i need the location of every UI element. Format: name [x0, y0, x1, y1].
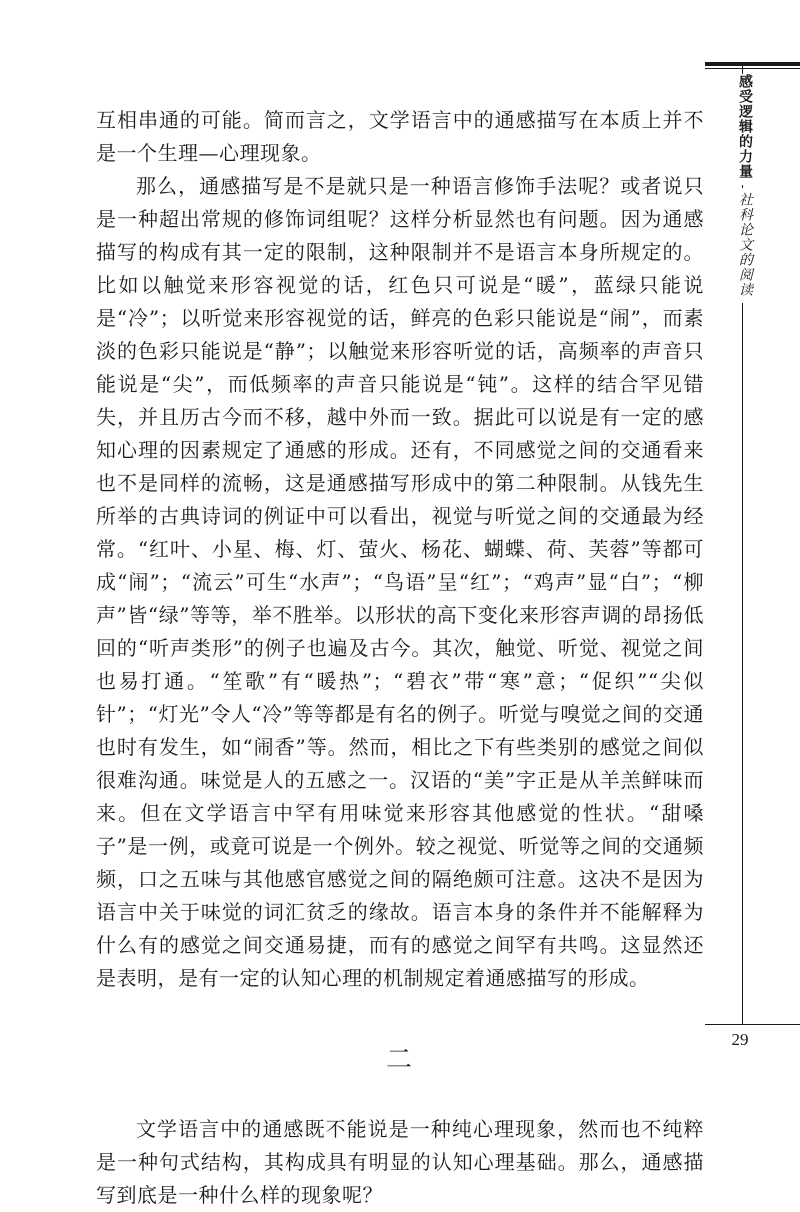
sidebar-top-thin-rule — [705, 68, 800, 69]
sidebar-top-rule — [705, 62, 800, 66]
running-title: 感受逻辑的力量 — [731, 74, 755, 185]
paragraph-main: 那么，通感描写是不是就只是一种语言修饰手法呢？或者说只是一种超出常规的修饰词组呢？这样分析显然也有问题。因为通感描写的构成有其一定的限制，这种限制并不是语言本身所规定的。比如以触觉来形容视觉的话，红色只可说是“暖”，蓝绿只能说是“冷”；以听觉来形容视觉的话，鲜亮的色彩只能说是“闹”，而素淡的色彩只能说是“静”；以触觉来形容听觉的话，高频率的声音只能说是“尖”，而低频率的声音只能说是“钝”。这样的结合罕见错失，并且历古今而不移，越中外而一致。据此可以说是有一定的感知心理的因素规定了通感的形成。还有，不同感觉之间的交通看来也不是同样的流畅，这是通感描写形成中的第二种限制。从钱先生所举的古典诗词的例证中可以看出，视觉与听觉之间的交通最为经常。“红叶、小星、梅、灯、萤火、杨花、蝴蝶、荷、芙蓉”等都可成“闹”；“流云”可生“水声”；“鸟语”呈“红”；“鸡声”显“白”；“柳声”皆“绿”等等，举不胜举。以形状的高下变化来形容声调的昂扬低回的“听声类形”的例子也遍及古今。其次，触觉、听觉、视觉之间也易打通。“笙歌”有“暖热”；“碧衣”带“寒”意；“促织”“尖似针”；“灯光”令人“冷”等等都是有名的例子。听觉与嗅觉之间的交通也时有发生，如“闹香”等。然而，相比之下有些类别的感觉之间似很难沟通。味觉是人的五感之一。汉语的“美”字正是从羊羔鲜味而来。但在文学语言中罕有用味觉来形容其他感觉的性状。“甜嗓子”是一例，或竟可说是一个例外。较之视觉、听觉等之间的交通频频，口之五味与其他感官感觉之间的隔绝颇可注意。这决不是因为语言中关于味觉的词汇贫乏的缘故。语言本身的条件并不能解释为什么有的感觉之间交通易捷，而有的感觉之间罕有共鸣。这显然还是表明，是有一定的认知心理的机制规定着通感描写的形成。 — [96, 174, 704, 990]
page-number: 29 — [731, 1030, 749, 1049]
paragraph-closing: 文学语言中的通感既不能说是一种纯心理现象，然而也不纯粹是一种句式结构，其构成具有明显的认知心理基础。那么，通感描写到底是一种什么样的现象呢？ — [96, 1117, 704, 1207]
body-text — [96, 104, 704, 1212]
sidebar-bottom-rule — [705, 1024, 800, 1025]
running-subtitle: 社科论文的阅读 — [733, 188, 755, 303]
paragraph-continuation: 互相串通的可能。简而言之，文学语言中的通感描写在本质上并不是一个生理—心理现象。 — [96, 108, 704, 165]
section-heading: 二 — [385, 1045, 414, 1075]
